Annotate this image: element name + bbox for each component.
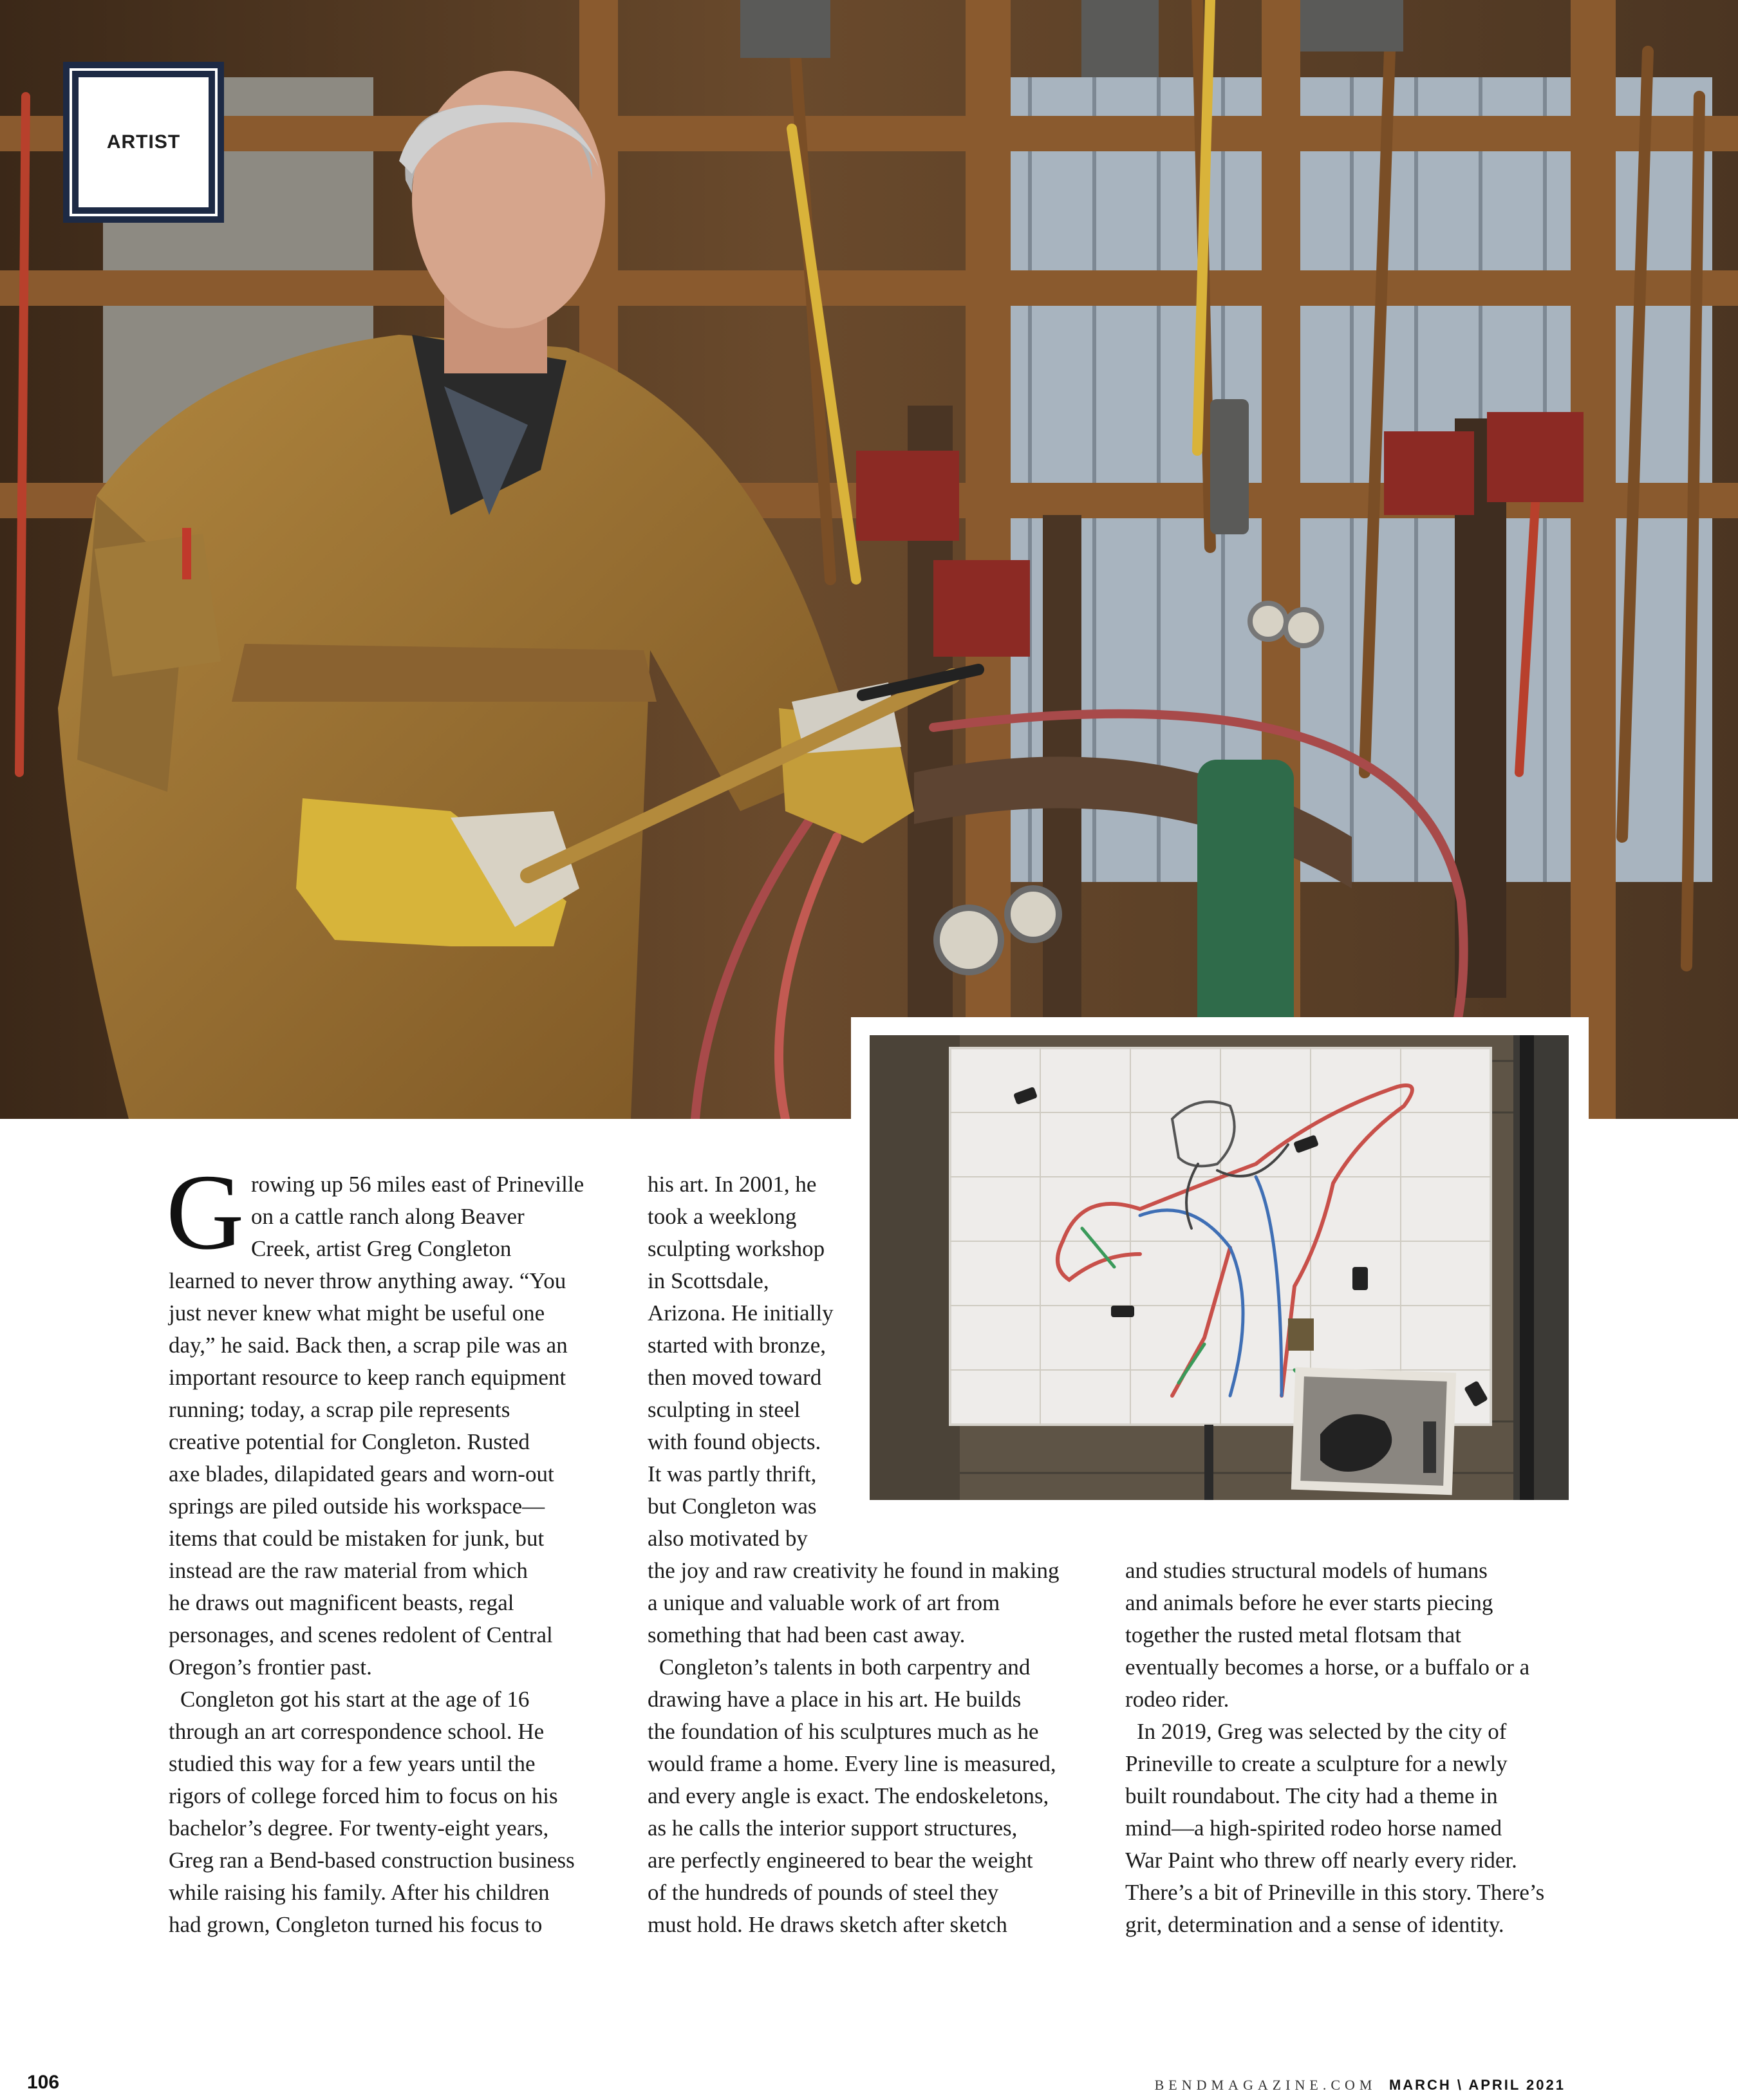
- text-line: Congleton’s talents in both carpentry and: [659, 1655, 1031, 1680]
- text-line: and studies structural models of humans: [1125, 1558, 1488, 1583]
- article-column-2: [648, 1168, 1098, 1941]
- text-line: together the rusted metal flotsam that: [1125, 1622, 1461, 1647]
- article-column-1: [169, 1168, 619, 1941]
- text-line: day,” he said. Back then, a scrap pile was an: [169, 1333, 568, 1358]
- text-line: creative potential for Congleton. Rusted: [169, 1429, 530, 1454]
- text-line: with found objects.: [648, 1429, 821, 1454]
- text-line: in Scottsdale,: [648, 1268, 769, 1293]
- text-line: must hold. He draws sketch after sketch: [648, 1912, 1007, 1937]
- text-line: through an art correspondence school. He: [169, 1719, 545, 1744]
- text-line: There’s a bit of Prineville in this story. There’s: [1125, 1880, 1545, 1905]
- text-line: War Paint who threw off nearly every rider.: [1125, 1848, 1517, 1873]
- text-line: are perfectly engineered to bear the weight: [648, 1848, 1033, 1873]
- text-line: the joy and raw creativity he found in making: [648, 1558, 1060, 1583]
- text-line: sculpting workshop: [648, 1236, 825, 1261]
- text-line: sculpting in steel: [648, 1397, 801, 1422]
- text-line: running; today, a scrap pile represents: [169, 1397, 510, 1422]
- drop-cap: G: [166, 1152, 245, 1272]
- article-column-3: [1125, 1555, 1576, 1941]
- text-line: rowing up 56 miles east of Prineville: [251, 1172, 584, 1197]
- text-line: drawing have a place in his art. He builds: [648, 1687, 1022, 1712]
- text-line: and every angle is exact. The endoskeletons,: [648, 1783, 1049, 1808]
- text-line: a unique and valuable work of art from: [648, 1590, 1000, 1615]
- text-line: In 2019, Greg was selected by the city of: [1137, 1719, 1507, 1744]
- text-line: but Congleton was: [648, 1494, 817, 1519]
- text-line: learned to never throw anything away. “You: [169, 1268, 566, 1293]
- text-line: and animals before he ever starts piecing: [1125, 1590, 1493, 1615]
- text-line: while raising his family. After his children: [169, 1880, 550, 1905]
- text-line: just never knew what might be useful one: [169, 1300, 545, 1326]
- footer-masthead: [1155, 2077, 1565, 2094]
- text-line: his art. In 2001, he: [648, 1172, 817, 1197]
- text-line: bachelor’s degree. For twenty-eight years,: [169, 1815, 549, 1841]
- text-line: would frame a home. Every line is measured,: [648, 1751, 1056, 1776]
- footer-issue-date: MARCH \ APRIL 2021: [1388, 2077, 1565, 2093]
- text-line: studied this way for a few years until the: [169, 1751, 536, 1776]
- section-tag-border: [70, 68, 218, 216]
- text-line: personages, and scenes redolent of Central: [169, 1622, 553, 1647]
- text-line: the foundation of his sculptures much as he: [648, 1719, 1039, 1744]
- text-line: as he calls the interior support structures,: [648, 1815, 1018, 1841]
- text-line: Oregon’s frontier past.: [169, 1655, 372, 1680]
- text-line: rigors of college forced him to focus on his: [169, 1783, 558, 1808]
- text-line: took a weeklong: [648, 1204, 797, 1229]
- text-line: started with bronze,: [648, 1333, 826, 1358]
- text-line: instead are the raw material from which: [169, 1558, 528, 1583]
- text-line: Arizona. He initially: [648, 1300, 834, 1326]
- text-line: something that had been cast away.: [648, 1622, 966, 1647]
- text-line: grit, determination and a sense of identity.: [1125, 1912, 1504, 1937]
- text-line: rodeo rider.: [1125, 1687, 1229, 1712]
- section-tag: [63, 62, 224, 223]
- text-line: eventually becomes a horse, or a buffalo or a: [1125, 1655, 1530, 1680]
- text-line: of the hundreds of pounds of steel they: [648, 1880, 999, 1905]
- text-line: axe blades, dilapidated gears and worn-out: [169, 1461, 554, 1486]
- text-line: built roundabout. The city had a theme in: [1125, 1783, 1498, 1808]
- text-line: had grown, Congleton turned his focus to: [169, 1912, 543, 1937]
- text-line: Greg ran a Bend-based construction business: [169, 1848, 575, 1873]
- text-line: It was partly thrift,: [648, 1461, 817, 1486]
- page-number: 106: [27, 2072, 60, 2093]
- text-line: he draws out magnificent beasts, regal: [169, 1590, 514, 1615]
- text-line: important resource to keep ranch equipment: [169, 1365, 566, 1390]
- text-line: mind—a high-spirited rodeo horse named: [1125, 1815, 1502, 1841]
- footer-site: BENDMAGAZINE.COM: [1154, 2077, 1377, 2093]
- text-line: items that could be mistaken for junk, but: [169, 1526, 545, 1551]
- text-line: then moved toward: [648, 1365, 822, 1390]
- text-line: springs are piled outside his workspace—: [169, 1494, 545, 1519]
- text-line: Prineville to create a sculpture for a newly: [1125, 1751, 1508, 1776]
- text-line: on a cattle ranch along Beaver: [251, 1204, 525, 1229]
- text-line: also motivated by: [648, 1526, 808, 1551]
- text-line: Congleton got his start at the age of 16: [180, 1687, 530, 1712]
- text-line: Creek, artist Greg Congleton: [251, 1236, 512, 1261]
- section-tag-label: ARTIST: [79, 77, 209, 207]
